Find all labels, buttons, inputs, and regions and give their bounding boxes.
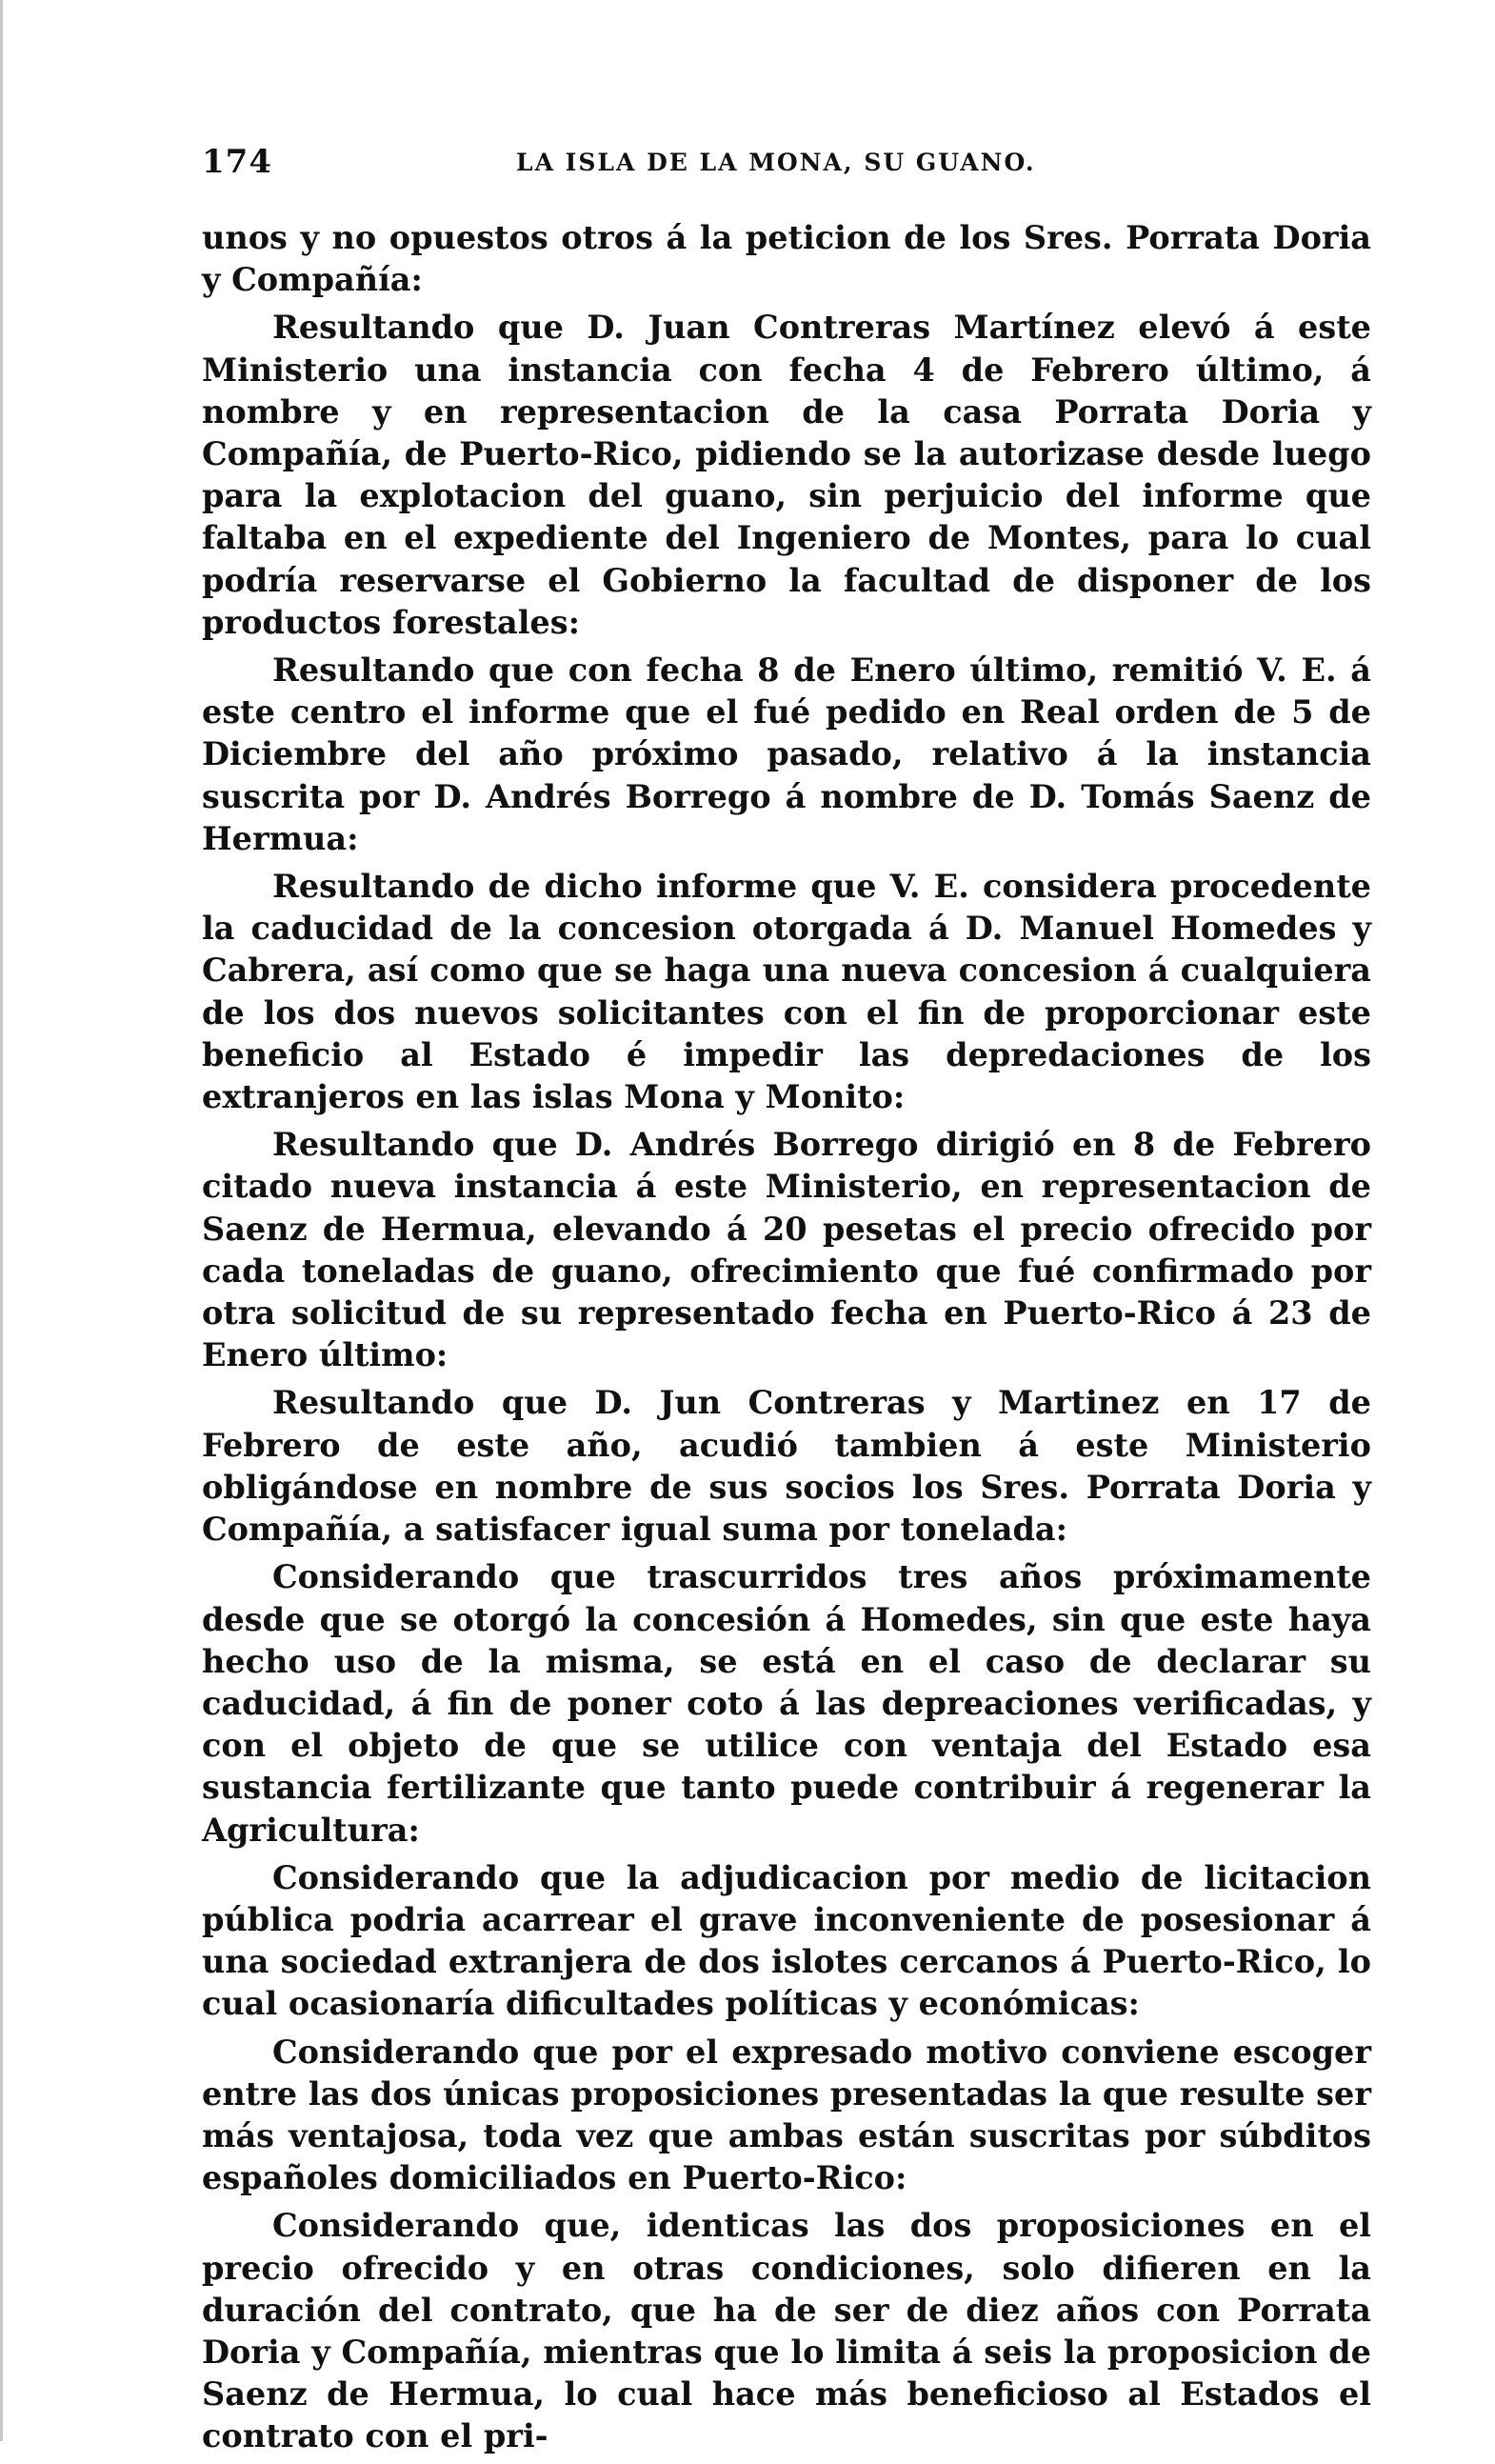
- paragraph: Resultando que D. Andrés Borrego dirigió en 8 de Febrero citado nueva instancia á este Ministerio, en representacion de Saenz de Hermua, elevando á 20 pesetas el precio ofrecido por cada toneladas de guano, ofrecimiento que fué confirmado por otra solicitud de su representado fecha en Puerto-Rico á 23 de Enero último:: [202, 1126, 1371, 1374]
- running-head: LA ISLA DE LA MONA, SU GUANO.: [516, 149, 1036, 176]
- page-header: [202, 143, 1371, 190]
- page-number: 174: [202, 143, 272, 181]
- paragraph: Resultando que con fecha 8 de Enero último, remitió V. E. á este centro el informe que el fué pedido en Real orden de 5 de Diciembre del año próximo pasado, relativo á la instancia suscrita por D. Andrés Borrego á nombre de D. Tomás Saenz de Hermua:: [202, 651, 1371, 857]
- paragraph: Considerando que, identicas las dos proposiciones en el precio ofrecido y en otras condiciones, solo difieren en la duración del contrato, que ha de ser de diez años con Porrata Doria y Compañía, mientras que lo limita á seis la proposicion de Saenz de Hermua, lo cual hace más beneficioso al Estados el contrato con el pri-: [202, 2207, 1371, 2455]
- book-page: [202, 143, 1371, 2464]
- paragraph: Resultando de dicho informe que V. E. considera procedente la caducidad de la concesion otorgada á D. Manuel Homedes y Cabrera, así como que se haga una nueva concesion á cualquiera de los dos nuevos solicitantes con el fin de proporcionar este beneficio al Estado é impedir las depredaciones de los extranjeros en las islas Mona y Monito:: [202, 868, 1371, 1116]
- body-text: [202, 217, 1371, 2458]
- paragraph: Considerando que por el expresado motivo conviene escoger entre las dos únicas proposiciones presentadas la que resulte ser más ventajosa, toda vez que ambas están suscritas por súbditos españoles domiciliados en Puerto-Rico:: [202, 2033, 1371, 2197]
- paragraph: Considerando que trascurridos tres años próximamente desde que se otorgó la concesión á Homedes, sin que este haya hecho uso de la misma, se está en el caso de declarar su caducidad, á fin de poner coto á las depreaciones verificadas, y con el objeto de que se utilice con ventaja del Estado esa sustancia fertilizante que tanto puede contribuir á regenerar la Agricultura:: [202, 1558, 1371, 1849]
- paragraph-continuation: unos y no opuestos otros á la peticion de los Sres. Porrata Doria y Compañía:: [202, 219, 1371, 299]
- paragraph: Resultando que D. Juan Contreras Martínez elevó á este Ministerio una instancia con fecha 4 de Febrero último, á nombre y en representacion de la casa Porrata Doria y Compañía, de Puerto-Rico, pidiendo se la autorizase desde luego para la explotacion del guano, sin perjuicio del informe que faltaba en el expediente del Ingeniero de Montes, para lo cual podría reservarse el Gobierno la facultad de disponer de los productos forestales:: [202, 309, 1371, 641]
- scan-edge: [0, 0, 3, 2441]
- paragraph: Considerando que la adjudicacion por medio de licitacion pública podria acarrear el grave inconveniente de posesionar á una sociedad extranjera de dos islotes cercanos á Puerto-Rico, lo cual ocasionaría dificultades políticas y económicas:: [202, 1858, 1371, 2023]
- paragraph: Resultando que D. Jun Contreras y Martinez en 17 de Febrero de este año, acudió tambien á este Ministerio obligándose en nombre de sus socios los Sres. Porrata Doria y Compañía, a satisfacer igual suma por tonelada:: [202, 1384, 1371, 1549]
